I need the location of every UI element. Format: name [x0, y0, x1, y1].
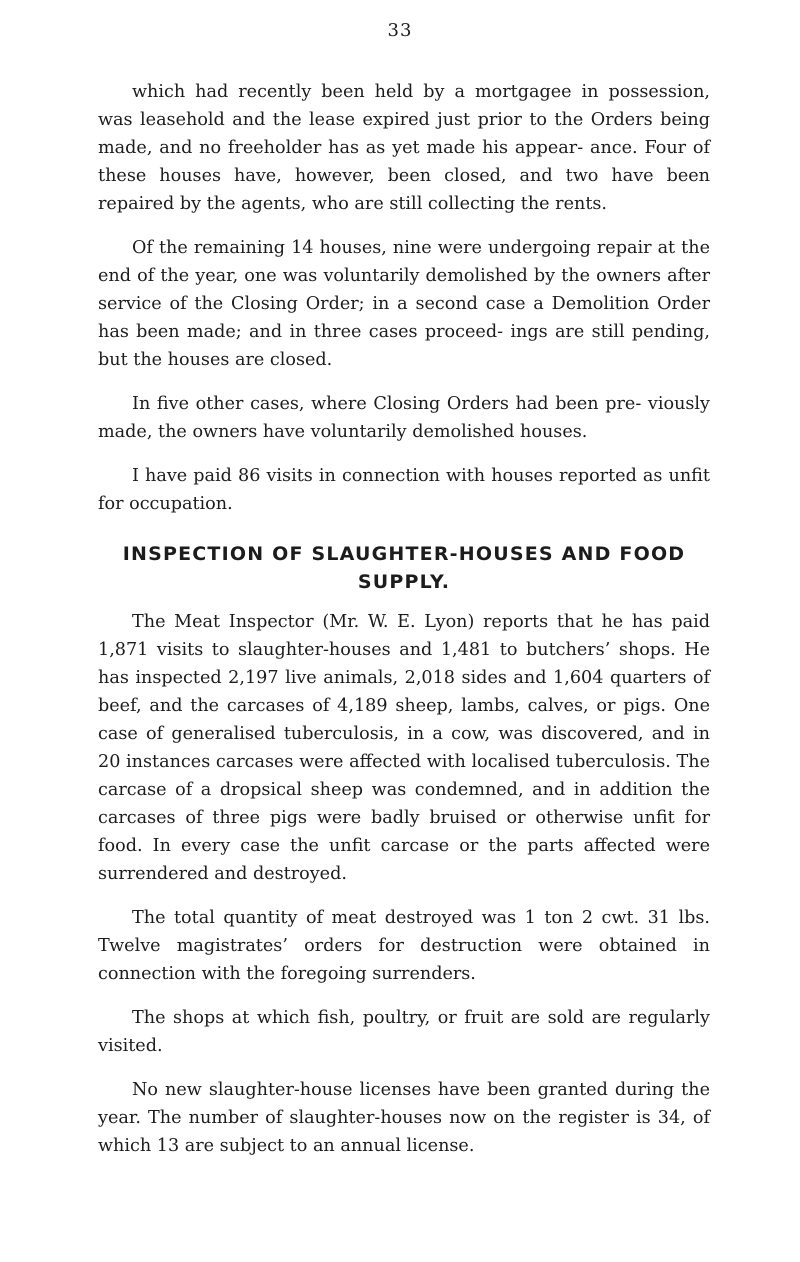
section-heading: INSPECTION OF SLAUGHTER-HOUSES AND FOOD SUPPLY. [122, 543, 686, 593]
paragraph-closing-orders: In five other cases, where Closing Orders had been pre- viously made, the owners have voluntarily demolished houses. [98, 394, 710, 442]
paragraph-visits: I have paid 86 visits in connection with houses reported as unfit for occupation. [98, 466, 710, 514]
body-text [98, 78, 710, 1176]
paragraph-remaining-houses: Of the remaining 14 houses, nine were undergoing repair at the end of the year, one was voluntarily demolished by the owners after service of the Closing Order; in a second case a Demolition Order has been made; and in three cases proceed- ings are still pending, but the houses are closed. [98, 238, 710, 370]
paragraph-shops-visited: The shops at which fish, poultry, or fruit are sold are regularly visited. [98, 1008, 710, 1056]
paragraph-mortgagee-houses: which had recently been held by a mortgagee in possession, was leasehold and the lease expired just prior to the Orders being made, and no freeholder has as yet made his appear- ance. Four of these houses have, however, been closed, and two have been repaired by the agents, who are still collecting the rents. [98, 82, 710, 214]
page-number: 33 [387, 20, 413, 41]
paragraph-meat-destroyed: The total quantity of meat destroyed was 1 ton 2 cwt. 31 lbs. Twelve magistrates’ orders for destruction were obtained in connection with the foregoing surrenders. [98, 908, 710, 984]
paragraph-licenses: No new slaughter-house licenses have been granted during the year. The number of slaughter-houses now on the register is 34, of which 13 are subject to an annual license. [98, 1080, 710, 1156]
paragraph-meat-inspector: The Meat Inspector (Mr. W. E. Lyon) reports that he has paid 1,871 visits to slaughter-houses and 1,481 to butchers’ shops. He has inspected 2,197 live animals, 2,018 sides and 1,604 quarters of beef, and the carcases of 4,189 sheep, lambs, calves, or pigs. One case of generalised tuberculosis, in a cow, was discovered, and in 20 instances carcases were affected with localised tuberculosis. The carcase of a dropsical sheep was condemned, and in addition the carcases of three pigs were badly bruised or otherwise unfit for food. In every case the unfit carcase or the parts affected were surrendered and destroyed. [98, 612, 710, 884]
